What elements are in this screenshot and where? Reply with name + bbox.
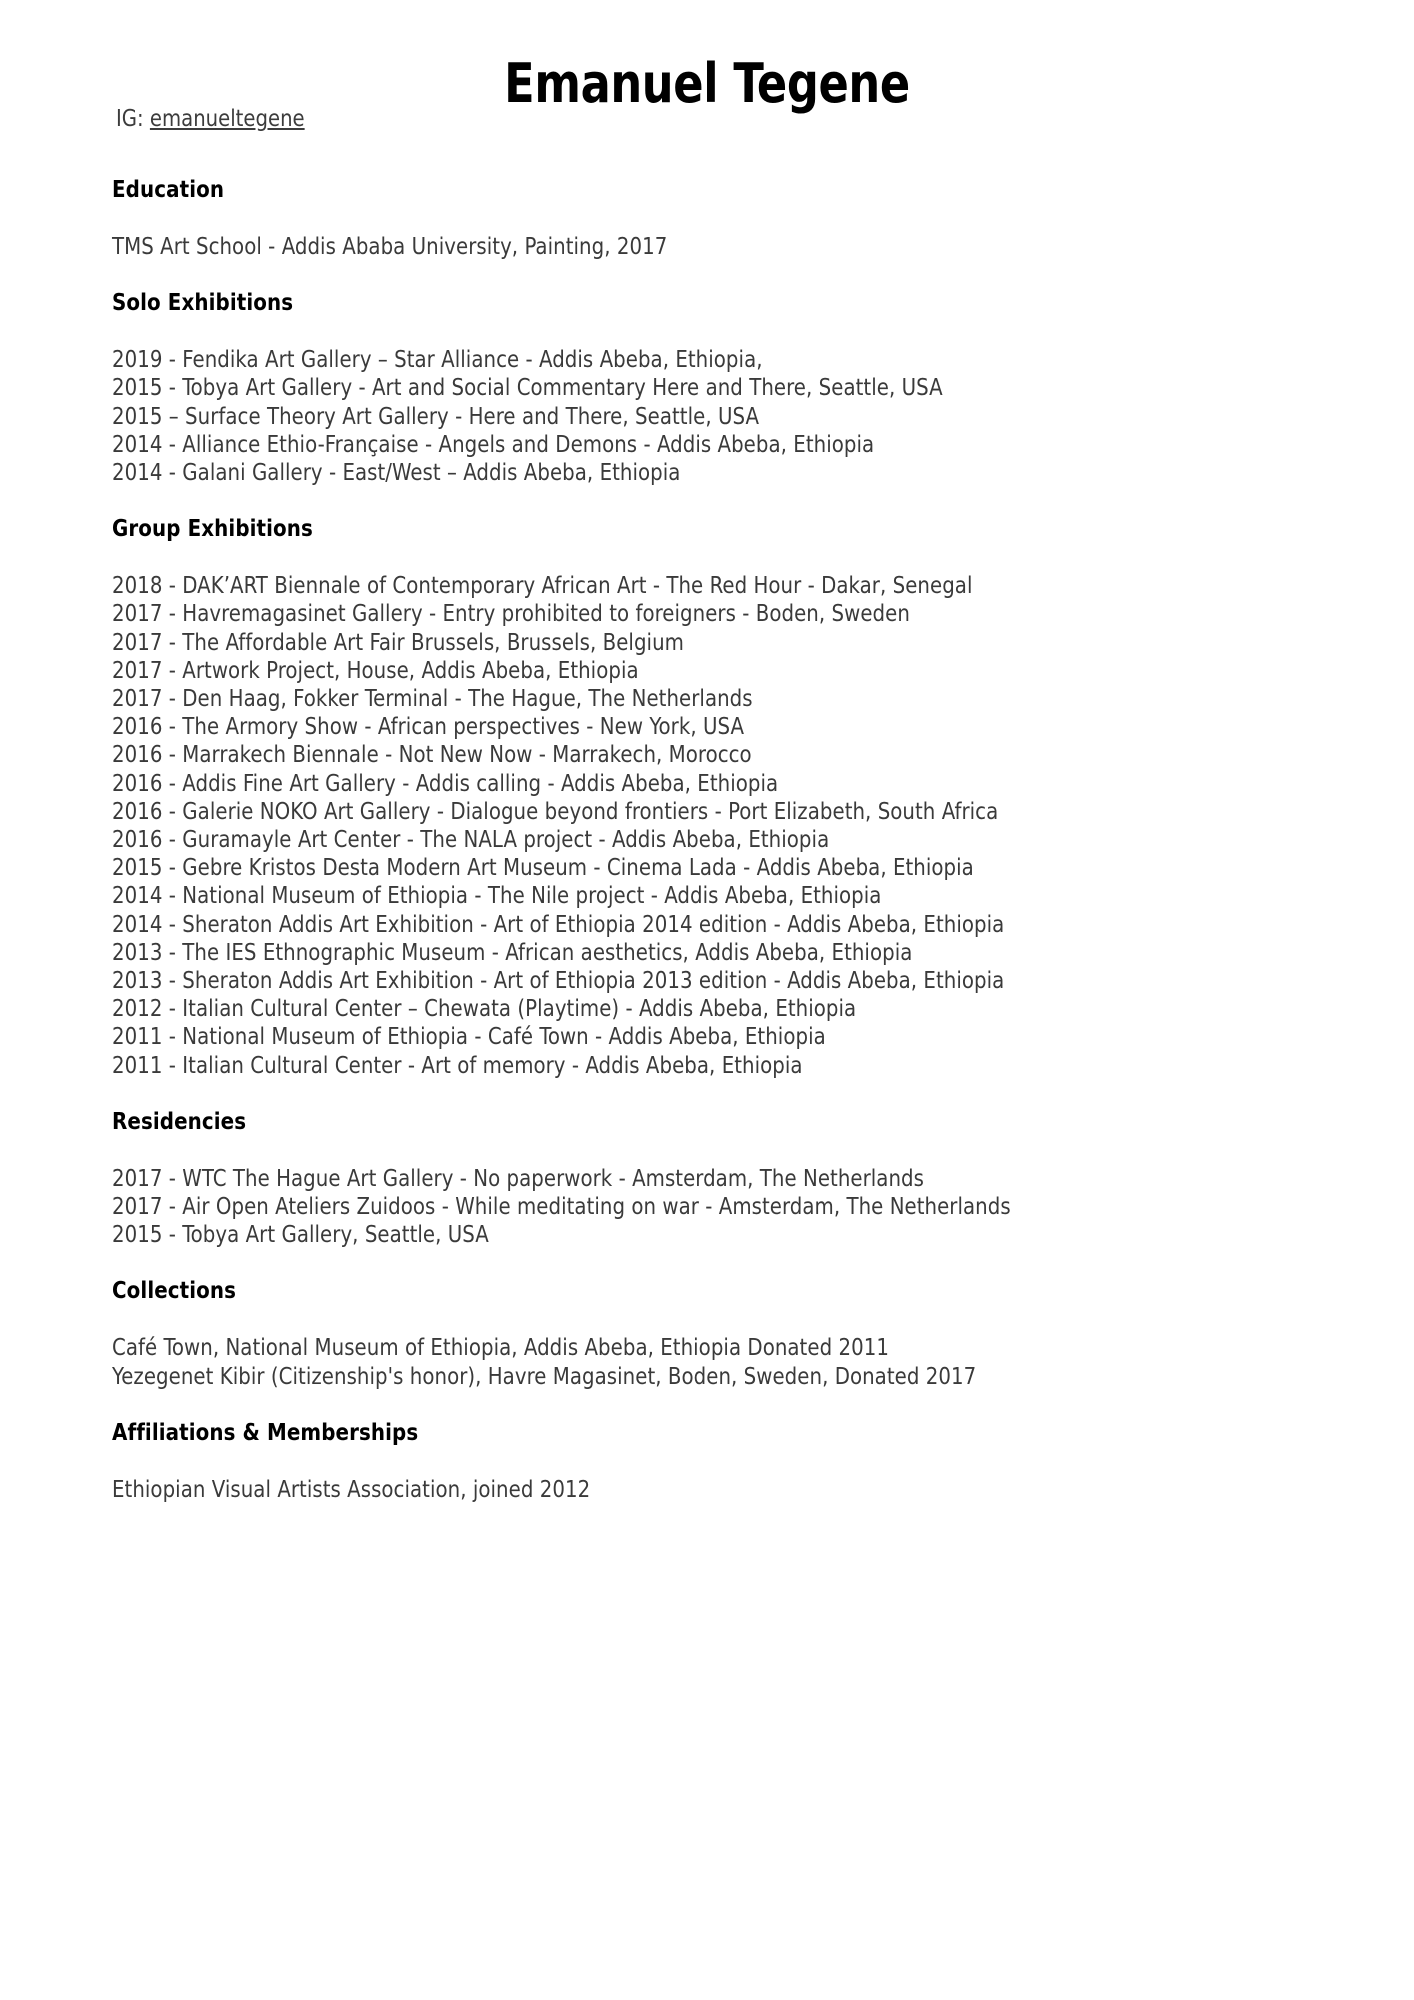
section-heading: Group Exhibitions bbox=[112, 516, 313, 543]
section-heading: Collections bbox=[112, 1278, 237, 1305]
spacer bbox=[112, 1305, 1302, 1334]
instagram-contact-line bbox=[116, 104, 1243, 134]
section-heading: Education bbox=[112, 177, 225, 203]
list-item: 2015 - Gebre Kristos Desta Modern Art Museum - Cinema Lada - Addis Abeba, Ethiopia bbox=[112, 855, 974, 882]
list-item: Yezegenet Kibir (Citizenship's honor), Havre Magasinet, Boden, Sweden, Donated 2017 bbox=[112, 1363, 977, 1390]
section-entry-list bbox=[112, 1334, 1302, 1390]
list-item: 2011 - Italian Cultural Center - Art of memory - Addis Abeba, Ethiopia bbox=[112, 1052, 803, 1079]
cv-section bbox=[112, 1419, 1302, 1504]
spacer bbox=[112, 1249, 1302, 1277]
list-item: 2016 - Marrakech Biennale - Not New Now - Marrakech, Morocco bbox=[112, 742, 752, 769]
section-entry-list bbox=[112, 233, 1302, 261]
spacer bbox=[112, 543, 1302, 572]
list-item: 2016 - The Armory Show - African perspectives - New York, USA bbox=[112, 714, 745, 741]
cv-section bbox=[112, 515, 1302, 1108]
instagram-label: IG: bbox=[116, 106, 144, 132]
list-item: 2016 - Guramayle Art Center - The NALA project - Addis Abeba, Ethiopia bbox=[112, 827, 830, 854]
instagram-handle-link[interactable]: emanueltegene bbox=[149, 106, 305, 132]
cv-section bbox=[112, 176, 1302, 289]
list-item: 2015 – Surface Theory Art Gallery - Here and There, Seattle, USA bbox=[112, 403, 760, 430]
section-entry-list bbox=[112, 572, 1302, 1080]
list-item: 2017 - Havremagasinet Gallery - Entry prohibited to foreigners - Boden, Sweden bbox=[112, 601, 910, 628]
cv-section bbox=[112, 1277, 1302, 1418]
list-item: 2012 - Italian Cultural Center – Chewata (Playtime) - Addis Abeba, Ethiopia bbox=[112, 996, 857, 1023]
list-item: 2019 - Fendika Art Gallery – Star Alliance - Addis Abeba, Ethiopia, bbox=[112, 347, 763, 374]
spacer bbox=[112, 1136, 1302, 1165]
spacer bbox=[112, 261, 1302, 289]
list-item: 2017 - Artwork Project, House, Addis Abeba, Ethiopia bbox=[112, 657, 639, 684]
list-item: 2014 - National Museum of Ethiopia - The Nile project - Addis Abeba, Ethiopia bbox=[112, 883, 882, 910]
list-item: 2011 - National Museum of Ethiopia - Café Town - Addis Abeba, Ethiopia bbox=[112, 1024, 826, 1051]
list-item: 2015 - Tobya Art Gallery - Art and Social Commentary Here and There, Seattle, USA bbox=[112, 375, 943, 402]
section-heading: Residencies bbox=[112, 1108, 247, 1135]
cv-section bbox=[112, 289, 1302, 515]
list-item: 2017 - Den Haag, Fokker Terminal - The Hague, The Netherlands bbox=[112, 686, 753, 713]
spacer bbox=[112, 487, 1302, 515]
list-item: Café Town, National Museum of Ethiopia, Addis Abeba, Ethiopia Donated 2011 bbox=[112, 1335, 889, 1362]
page-title: Emanuel Tegene bbox=[504, 52, 910, 115]
cv-body bbox=[112, 104, 1302, 1504]
list-item: Ethiopian Visual Artists Association, joined 2012 bbox=[112, 1476, 591, 1503]
list-item: 2014 - Alliance Ethio-Française - Angels and Demons - Addis Abeba, Ethiopia bbox=[112, 431, 875, 458]
list-item: 2017 - WTC The Hague Art Gallery - No paperwork - Amsterdam, The Netherlands bbox=[112, 1165, 924, 1192]
spacer bbox=[112, 1080, 1302, 1108]
section-heading: Affiliations & Memberships bbox=[112, 1419, 419, 1446]
list-item: 2013 - The IES Ethnographic Museum - African aesthetics, Addis Abeba, Ethiopia bbox=[112, 939, 913, 966]
spacer bbox=[112, 317, 1302, 346]
spacer bbox=[112, 204, 1302, 233]
list-item: 2018 - DAK’ART Biennale of Contemporary African Art - The Red Hour - Dakar, Senegal bbox=[112, 573, 973, 600]
list-item: 2014 - Sheraton Addis Art Exhibition - Art of Ethiopia 2014 edition - Addis Abeba, Ethiopia bbox=[112, 911, 1005, 938]
list-item: 2015 - Tobya Art Gallery, Seattle, USA bbox=[112, 1222, 489, 1249]
spacer bbox=[112, 1391, 1302, 1419]
list-item: TMS Art School - Addis Ababa University, Painting, 2017 bbox=[112, 234, 668, 260]
list-item: 2014 - Galani Gallery - East/West – Addis Abeba, Ethiopia bbox=[112, 460, 681, 487]
list-item: 2016 - Addis Fine Art Gallery - Addis calling - Addis Abeba, Ethiopia bbox=[112, 770, 779, 797]
cv-section bbox=[112, 1108, 1302, 1278]
list-item: 2013 - Sheraton Addis Art Exhibition - Art of Ethiopia 2013 edition - Addis Abeba, Ethiopia bbox=[112, 968, 1005, 995]
section-entry-list bbox=[112, 1165, 1302, 1250]
spacer bbox=[112, 1447, 1302, 1476]
spacer bbox=[112, 134, 1302, 176]
list-item: 2017 - Air Open Ateliers Zuidoos - While meditating on war - Amsterdam, The Netherlands bbox=[112, 1194, 1011, 1221]
list-item: 2016 - Galerie NOKO Art Gallery - Dialogue beyond frontiers - Port Elizabeth, South Africa bbox=[112, 798, 999, 825]
section-heading: Solo Exhibitions bbox=[112, 290, 294, 317]
section-entry-list bbox=[112, 1476, 1302, 1504]
section-entry-list bbox=[112, 346, 1302, 487]
cv-sections bbox=[112, 176, 1302, 1504]
list-item: 2017 - The Affordable Art Fair Brussels, Brussels, Belgium bbox=[112, 629, 684, 656]
